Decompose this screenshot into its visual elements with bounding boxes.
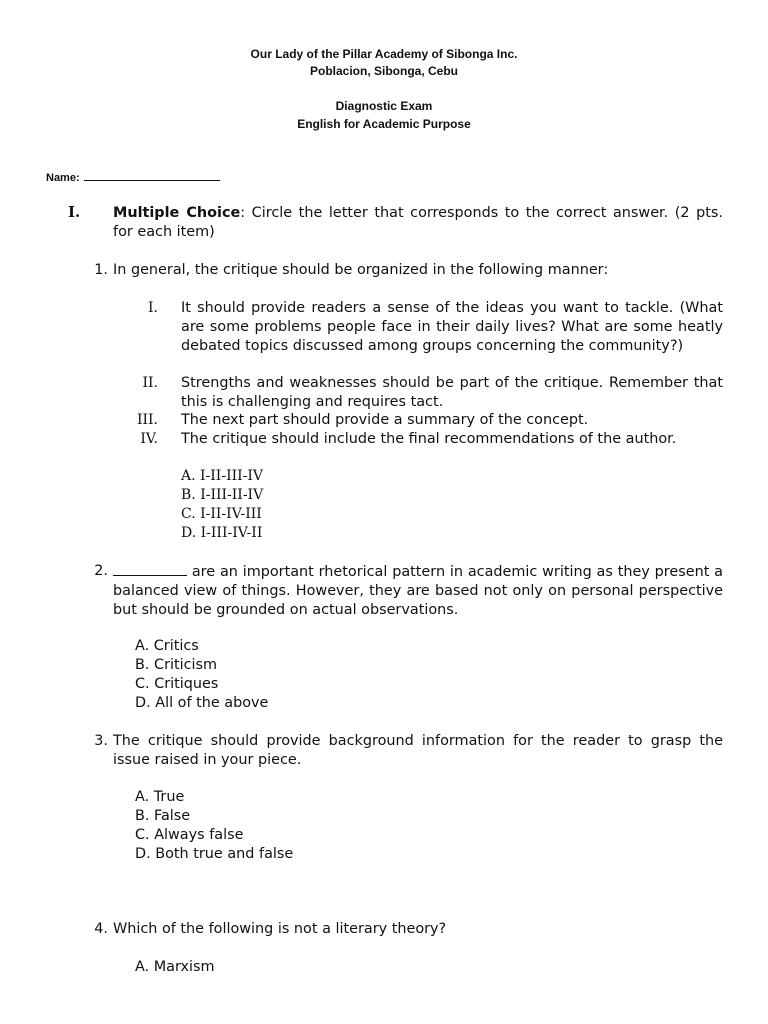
q1-item-4-number: IV.	[140, 431, 158, 447]
name-label: Name:	[46, 172, 80, 184]
q3-option-c: C. Always false	[135, 827, 244, 843]
q2-option-d: D. All of the above	[135, 695, 269, 711]
name-field	[46, 169, 220, 184]
section-number: I.	[68, 203, 81, 221]
question-3-number: 3.	[94, 733, 108, 749]
q3-option-a: A. True	[135, 789, 185, 805]
q1-item-2-number: II.	[142, 375, 158, 391]
section-heading	[113, 204, 723, 242]
q1-option-c: C. I-II-IV-III	[181, 506, 262, 522]
school-address: Poblacion, Sibonga, Cebu	[309, 64, 458, 78]
q1-item-3-text: The next part should provide a summary of the concept.	[181, 412, 589, 428]
question-4-text: Which of the following is not a literary theory?	[113, 921, 447, 937]
q1-item-1-number: I.	[148, 300, 158, 316]
exam-title: Diagnostic Exam	[335, 99, 433, 113]
q1-option-d: D. I-III-IV-II	[181, 525, 263, 541]
question-2-text	[113, 562, 723, 619]
question-1-text: In general, the critique should be organized in the following manner:	[113, 262, 609, 278]
q1-item-3-number: III.	[136, 412, 158, 428]
q1-option-a: A. I-II-III-IV	[181, 468, 264, 484]
section-instructions: : Circle the letter that corresponds to the correct answer. (2 pts. for each item)	[113, 205, 723, 240]
q4-option-a: A. Marxism	[135, 959, 215, 975]
q1-item-1-text: It should provide readers a sense of the ideas you want to tackle. (What are some problems people face in their daily lives? What are some heatly debated topics discussed among groups concerning the community?)	[181, 300, 723, 354]
exam-subject: English for Academic Purpose	[297, 117, 471, 131]
q2-option-c: C. Critiques	[135, 676, 219, 692]
question-2-body: are an important rhetorical pattern in academic writing as they present a balanced view of things. However, they are based not only on personal perspective but should be grounded on actual observations.	[113, 564, 723, 618]
q1-item-2-text: Strengths and weaknesses should be part of the critique. Remember that this is challenging and requires tact.	[181, 375, 723, 410]
section-title: Multiple Choice	[113, 205, 241, 221]
question-2-number: 2.	[94, 563, 108, 579]
school-name: Our Lady of the Pillar Academy of Sibonga Inc.	[250, 47, 518, 61]
q1-option-b: B. I-III-II-IV	[181, 487, 264, 503]
q1-item-4-text: The critique should include the final recommendations of the author.	[181, 431, 677, 447]
answer-blank	[113, 562, 187, 576]
q3-option-b: B. False	[135, 808, 191, 824]
name-blank	[84, 169, 220, 181]
q2-option-b: B. Criticism	[135, 657, 218, 673]
q2-option-a: A. Critics	[135, 638, 199, 654]
question-4-number: 4.	[94, 921, 108, 937]
question-1-number: 1.	[94, 262, 108, 278]
q3-option-d: D. Both true and false	[135, 846, 294, 862]
question-3-text: The critique should provide background information for the reader to grasp the issue raised in your piece.	[113, 733, 723, 768]
